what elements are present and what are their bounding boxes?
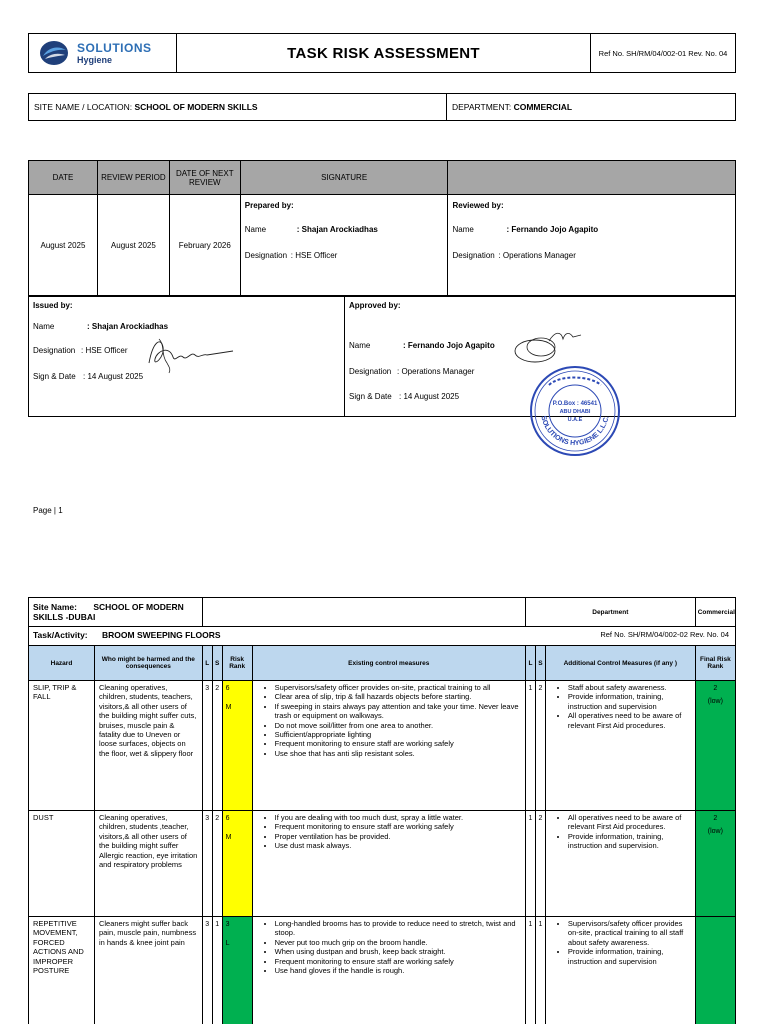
list-item: • Proper ventilation has be provided. (275, 832, 521, 841)
hazard-cell: SLIP, TRIP & FALL (29, 681, 95, 811)
list-item: • All operatives need to be aware of relevant First Aid procedures. (568, 813, 691, 832)
severity2-cell: 2 (535, 811, 545, 917)
severity2-cell: 2 (535, 681, 545, 811)
site-row (28, 93, 736, 121)
table-row (29, 681, 736, 811)
issued-designation: : HSE Officer (81, 346, 128, 355)
review-table (28, 160, 736, 296)
col-who-harmed: Who might be harmed and the consequences (94, 646, 202, 681)
final-risk-cell (695, 681, 735, 811)
company-logo (29, 34, 177, 72)
likelihood-cell: 3 (202, 917, 212, 1024)
list-item: • Staff about safety awareness. (568, 683, 691, 692)
risk-value: 6 (225, 815, 230, 822)
col-final-risk-rank: Final Risk Rank (695, 646, 735, 681)
likelihood2-cell: 1 (525, 811, 535, 917)
severity-cell: 2 (212, 811, 222, 917)
task-value: BROOM SWEEPING FLOORS (102, 630, 221, 640)
approved-designation-label: Designation (349, 367, 392, 376)
list-item: • Provide information, training, instruction and supervision (568, 947, 691, 966)
risk-value: 3 (225, 921, 230, 928)
site-location (29, 94, 447, 120)
hazard-cell: REPETITIVE MOVEMENT, FORCED ACTIONS AND IMPROPER POSTURE (29, 917, 95, 1024)
stamp-city: ABU DHABI (559, 409, 591, 415)
severity-cell: 1 (212, 917, 222, 1024)
severity-cell: 2 (212, 681, 222, 811)
list-item: • All operatives need to be aware of relevant First Aid procedures. (568, 711, 691, 730)
logo-icon (39, 40, 69, 66)
severity2-cell: 1 (535, 917, 545, 1024)
approver-signature-icon (511, 327, 601, 367)
list-item: • Supervisors/safety officer provides on-site, practical training to all staff about safety awareness. (568, 919, 691, 947)
reviewed-name: : Fernando Jojo Agapito (506, 225, 599, 234)
p2-reference-number: Ref No. SH/RM/04/002-02 Rev. No. 04 (525, 627, 735, 646)
reviewed-by-cell (448, 195, 736, 296)
approved-name-label: Name (349, 341, 371, 350)
issued-designation-label: Designation (33, 346, 76, 355)
prepared-designation-label: Designation (244, 251, 288, 260)
col-signature-empty (448, 161, 736, 195)
list-item: • If sweeping in stairs always pay attention and take your time. Never leave trash or equipment on walkways. (275, 702, 521, 721)
additional-controls-cell (545, 811, 695, 917)
col-next-review: DATE OF NEXT REVIEW (169, 161, 240, 195)
risk-assessment-table (28, 597, 736, 1024)
col-s: S (212, 646, 222, 681)
document-header (28, 33, 736, 73)
issued-sign-date: : 14 August 2025 (83, 372, 144, 381)
issued-name: : Shajan Arockiadhas (87, 322, 169, 331)
list-item: • Do not move soil/litter from one area to another. (275, 721, 521, 730)
likelihood2-cell: 1 (525, 917, 535, 1024)
site-name-spacer (202, 598, 525, 627)
approved-sign-label: Sign & Date (349, 392, 392, 401)
prepared-name-label: Name (244, 225, 267, 234)
likelihood-cell: 3 (202, 811, 212, 917)
list-item: • Provide information, training, instruction and supervision. (568, 832, 691, 851)
issued-sign-label: Sign & Date (33, 372, 76, 381)
existing-controls-cell (252, 811, 525, 917)
list-item: • When using dustpan and brush, keep back straight. (275, 947, 521, 956)
risk-rank-cell (222, 811, 252, 917)
list-item: • Frequent monitoring to ensure staff are working safely (275, 957, 521, 966)
risk-level: M (225, 834, 232, 842)
additional-controls-cell (545, 681, 695, 811)
table-row (29, 811, 736, 917)
likelihood-cell: 3 (202, 681, 212, 811)
document-title: TASK RISK ASSESSMENT (177, 34, 591, 72)
stamp-ring-text: SOLUTIONS HYGIENE L.L.C. (539, 415, 611, 448)
final-risk-level: (low) (707, 828, 723, 836)
p2-site-label: Site Name: (33, 602, 77, 612)
department-value: COMMERCIAL (513, 102, 573, 112)
additional-controls-list (550, 813, 691, 851)
reviewed-designation: : Operations Manager (498, 251, 576, 260)
approved-sign-date: : 14 August 2025 (399, 392, 460, 401)
task-label: Task/Activity: (33, 630, 88, 640)
table-row (29, 917, 736, 1024)
final-risk-level: (low) (707, 698, 723, 706)
risk-rank-cell (222, 917, 252, 1024)
hazard-cell: DUST (29, 811, 95, 917)
who-harmed-cell: Cleaning operatives, children, students, teachers, visitors,& all other users of the building might suffer cuts, bruises, muscle pain & fatality due to Uneven or loose surfaces, objects on the floor, wet & slippery floor (94, 681, 202, 811)
list-item: • Never put too much grip on the broom handle. (275, 938, 521, 947)
issued-name-label: Name (33, 322, 55, 331)
col-risk-rank: Risk Rank (222, 646, 252, 681)
col-l2: L (525, 646, 535, 681)
list-item: • Sufficient/appropriate lighting (275, 730, 521, 739)
p2-department-label: Department (525, 598, 695, 627)
issued-by-label: Issued by: (33, 301, 73, 310)
col-hazard: Hazard (29, 646, 95, 681)
reviewed-name-label: Name (452, 225, 474, 234)
logo-text-sub: Hygiene (77, 55, 113, 65)
list-item: • Clear area of slip, trip & fall hazards objects before starting. (275, 692, 521, 701)
additional-controls-list (550, 919, 691, 966)
p2-site-value: SCHOOL OF MODERN SKILLS -DUBAI (33, 602, 184, 622)
existing-controls-cell (252, 681, 525, 811)
who-harmed-cell: Cleaning operatives, children, students ,teacher, visitors,& all other users of the building might suffer Allergic reaction, eye irritation and respiratory problems (94, 811, 202, 917)
list-item: • Frequent monitoring to ensure staff are working safely (275, 822, 521, 831)
who-harmed-cell: Cleaners might suffer back pain, muscle pain, numbness in hands & knee joint pain (94, 917, 202, 1024)
col-existing-controls: Existing control measures (252, 646, 525, 681)
list-item: • Provide information, training, instruction and supervision (568, 692, 691, 711)
prepared-by-label: Prepared by: (244, 201, 294, 210)
additional-controls-cell (545, 917, 695, 1024)
final-risk-cell (695, 917, 735, 1024)
list-item: • Use shoe that has anti slip resistant soles. (275, 749, 521, 758)
final-risk-cell (695, 811, 735, 917)
list-item: • If you are dealing with too much dust, spray a little water. (275, 813, 521, 822)
reviewed-by-label: Reviewed by: (452, 201, 504, 210)
col-additional-controls: Additional Control Measures (if any ) (545, 646, 695, 681)
col-review-period: REVIEW PERIOD (97, 161, 169, 195)
issued-approved-box (28, 296, 736, 417)
issued-by-cell (29, 297, 345, 416)
prepared-designation: : HSE Officer (290, 251, 338, 260)
department (447, 94, 735, 120)
risk-rank-cell (222, 681, 252, 811)
task-cell (29, 627, 526, 646)
department-label: DEPARTMENT: (452, 102, 514, 112)
review-period: August 2025 (97, 195, 169, 296)
final-risk-value: 2 (713, 815, 718, 822)
review-date: August 2025 (29, 195, 98, 296)
approved-name: : Fernando Jojo Agapito (403, 341, 495, 350)
prepared-by-cell (240, 195, 448, 296)
list-item: • Use dust mask always. (275, 841, 521, 850)
reference-number: Ref No. SH/RM/04/002-01 Rev. No. 04 (598, 48, 728, 58)
col-date: DATE (29, 161, 98, 195)
existing-controls-list (257, 683, 521, 758)
signature-icon (139, 333, 239, 375)
col-signature: SIGNATURE (240, 161, 448, 195)
list-item: • Frequent monitoring to ensure staff are working safely (275, 739, 521, 748)
logo-text-brand: SOLUTIONS (77, 41, 152, 55)
existing-controls-cell (252, 917, 525, 1024)
prepared-name: : Shajan Arockiadhas (296, 225, 378, 234)
stamp-pobox: P.O.Box : 46541 (552, 401, 598, 407)
col-l: L (202, 646, 212, 681)
next-review-date: February 2026 (169, 195, 240, 296)
risk-level: L (225, 940, 230, 948)
list-item: • Long-handled brooms has to provide to reduce need to stretch, twist and stoop. (275, 919, 521, 938)
p2-department-value: Commercial (695, 598, 735, 627)
approved-designation: : Operations Manager (397, 367, 475, 376)
col-s2: S (535, 646, 545, 681)
site-name-cell (29, 598, 203, 627)
company-stamp-icon (529, 365, 621, 457)
site-value: SCHOOL OF MODERN SKILLS (134, 102, 258, 112)
additional-controls-list (550, 683, 691, 730)
risk-level: M (225, 704, 232, 712)
list-item: • Supervisors/safety officer provides on-site, practical training to all (275, 683, 521, 692)
page-number: Page | 1 (33, 506, 63, 515)
approved-by-label: Approved by: (349, 301, 401, 310)
stamp-country: U.A.E (567, 417, 583, 423)
final-risk-value: 2 (713, 685, 718, 692)
list-item: • Use hand gloves if the handle is rough. (275, 966, 521, 975)
existing-controls-list (257, 813, 521, 851)
site-label: SITE NAME / LOCATION: (34, 102, 135, 112)
risk-value: 6 (225, 685, 230, 692)
likelihood2-cell: 1 (525, 681, 535, 811)
reviewed-designation-label: Designation (452, 251, 495, 260)
existing-controls-list (257, 919, 521, 975)
